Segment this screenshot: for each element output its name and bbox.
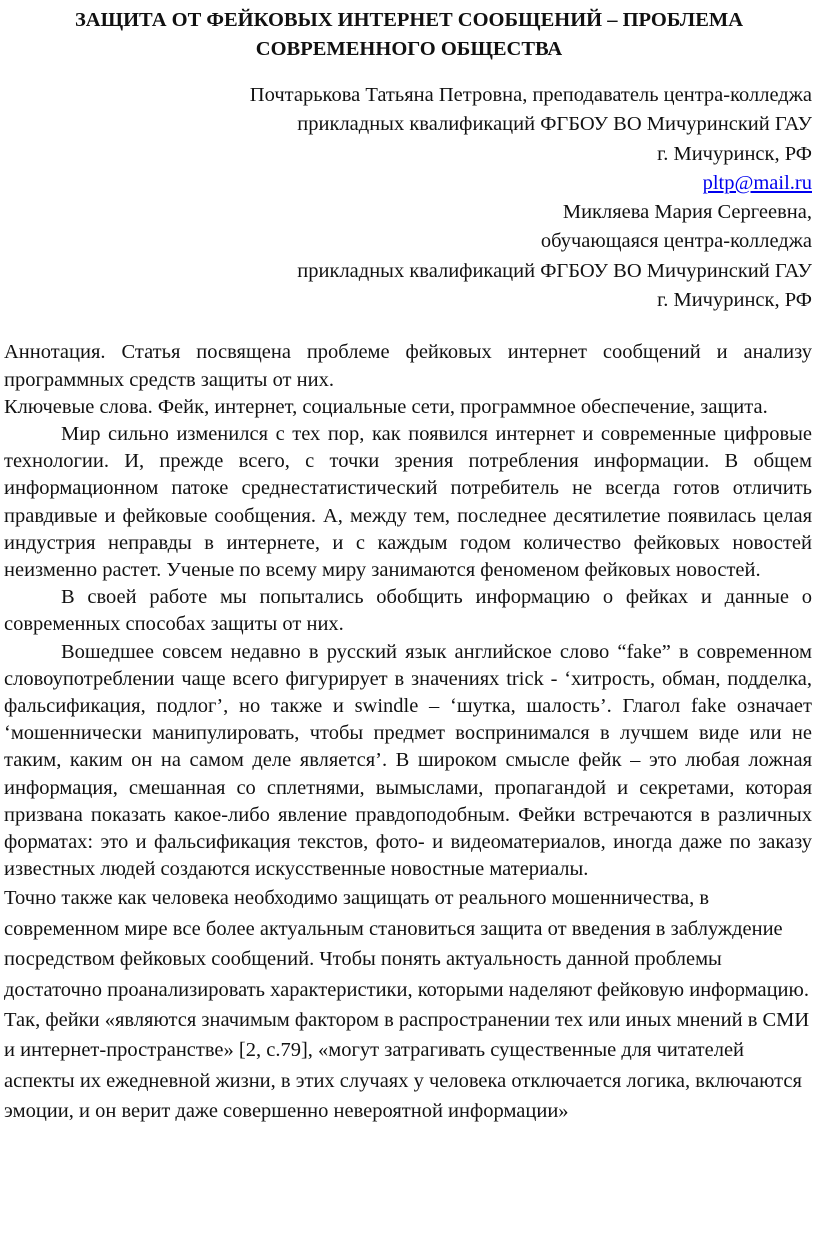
body-paragraph-2: В своей работе мы попытались обобщить информацию о фейках и данные о современных способах защиты от них. — [4, 586, 812, 636]
author2-city: г. Мичуринск, РФ — [657, 289, 812, 312]
author1-name: Почтарькова Татьяна Петровна, преподаватель центра-колледжа — [249, 84, 812, 106]
abstract-paragraph: Аннотация. Статья посвящена проблеме фейковых интернет сообщений и анализу программных средств защиты от них. — [4, 341, 812, 391]
body-paragraph-4: Точно также как человека необходимо защищать от реального мошенничества, в современном мире все более актуальным становиться защита от введения в заблуждение посредством фейковых сообщений. Чтобы понять актуальность данной проблемы достаточно проанализировать характеристики, которыми наделяют фейковую информацию. Так, фейки «являются значимым фактором в распространении тех или иных мнений в СМИ и интернет-пространстве» [2, с.79], «могут затрагивать существенные для читателей аспекты их ежедневной жизни, в этих случаях у человека отключается логика, включаются эмоции, и он верит даже совершенно невероятной информации» — [4, 887, 810, 1123]
author1-city: г. Мичуринск, РФ — [657, 142, 812, 165]
body-paragraph-1: Мир сильно изменился с тех пор, как появился интернет и современные цифровые технологии. И, прежде всего, с точки зрения потребления информации. В общем информационном патоке среднестатистический потребитель не всегда готов отличить правдивые и фейковые сообщения. А, между тем, последнее десятилетие появилась целая индустрия неправды в интернете, и с каждым годом количество фейковых новостей неизменно растет. Ученые по всему миру занимаются феноменом фейковых новостей. — [4, 422, 812, 581]
article-body — [4, 339, 814, 883]
author2-organization: прикладных квалификаций ФГБОУ ВО Мичуринский ГАУ — [297, 259, 812, 282]
author1-organization: прикладных квалификаций ФГБОУ ВО Мичуринский ГАУ — [297, 113, 812, 136]
author2-role: обучающаяся центра-колледжа — [540, 230, 812, 253]
body-paragraph-3: Вошедшее совсем недавно в русский язык английское слово “fake” в современном словоупотреблении чаще всего фигурирует в значениях trick - ‘хитрость, обман, подделка, фальсификация, подлог’, но также и swindle – ‘шутка, шалость’. Глагол fake означает ‘мошеннически манипулировать, чтобы предмет воспринимался в лучшем виде или не таким, каким он на самом деле является’. В широком смысле фейк – это любая ложная информация, смешанная со сплетнями, вымыслами, пропагандой и секретами, которая призвана показать какое-либо явление правдоподобным. Фейки встречаются в различных форматах: это и фальсификация текстов, фото- и видеоматериалов, иногда даже по заказу известных людей создаются искусственные новостные материалы. — [4, 640, 812, 881]
authors-block — [4, 81, 814, 315]
keywords-paragraph: Ключевые слова. Фейк, интернет, социальные сети, программное обеспечение, защита. — [4, 395, 768, 418]
author1-email-link[interactable]: pltp@mail.ru — [702, 171, 812, 194]
document-title: ЗАЩИТА ОТ ФЕЙКОВЫХ ИНТЕРНЕТ СООБЩЕНИЙ – ПРОБЛЕМА СОВРЕМЕННОГО ОБЩЕСТВА — [74, 9, 744, 60]
author2-name: Микляева Мария Сергеевна, — [562, 201, 812, 224]
